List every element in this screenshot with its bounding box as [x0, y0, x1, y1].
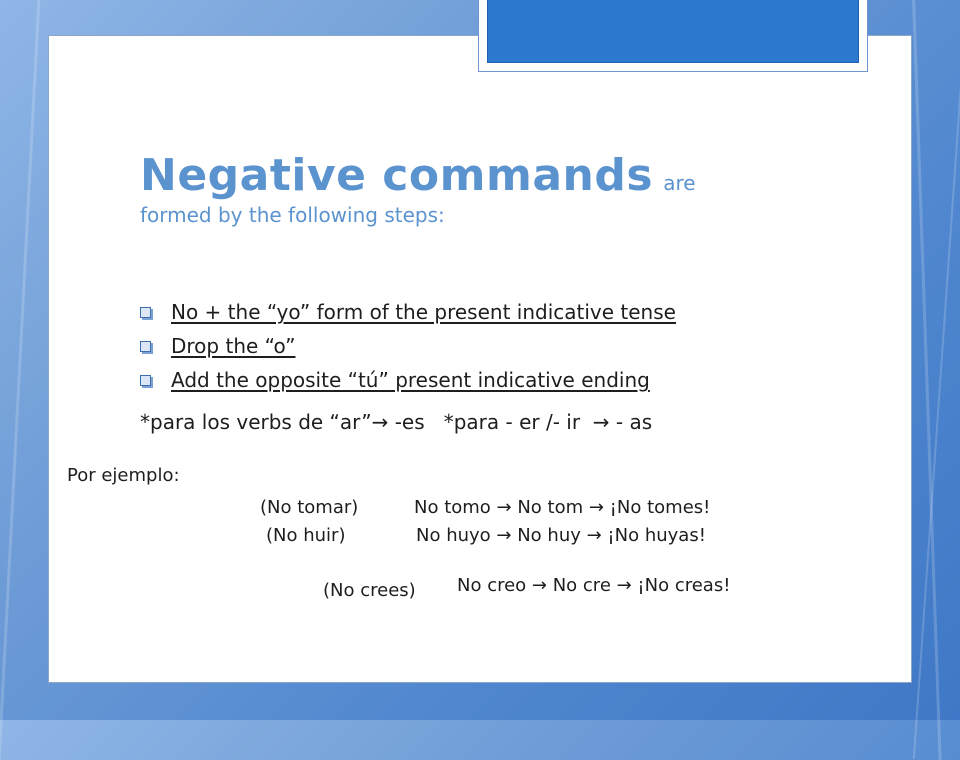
title-rest: are [663, 171, 696, 195]
title-main: Negative commands [140, 150, 654, 201]
example-infinitive: (No tomar) [260, 497, 359, 518]
step-text: No + the “yo” form of the present indicative tense [171, 300, 676, 324]
steps-list [140, 295, 676, 397]
step-text: Drop the “o” [171, 334, 296, 358]
example-steps: No tomo → No tom → ¡No tomes! [414, 497, 711, 518]
ending-note: *para los verbs de “ar”→ -es *para - er /- ir → - as [140, 410, 653, 434]
bg-streak [911, 0, 941, 760]
title-line2: formed by the following steps: [140, 203, 445, 227]
example-steps: No creo → No cre → ¡No creas! [457, 575, 731, 596]
square-bullet-icon [140, 341, 151, 352]
square-bullet-icon [140, 375, 151, 386]
bg-streak [0, 0, 41, 760]
square-bullet-icon [140, 307, 151, 318]
header-tab [487, 0, 859, 63]
example-steps: No huyo → No huy → ¡No huyas! [416, 525, 706, 546]
examples-label: Por ejemplo: [67, 465, 180, 486]
step-text: Add the opposite “tú” present indicative ending [171, 368, 650, 392]
list-item [140, 329, 676, 363]
list-item [140, 295, 676, 329]
example-infinitive: (No huir) [266, 525, 346, 546]
list-item [140, 363, 676, 397]
slide-title [140, 150, 860, 227]
example-infinitive: (No crees) [323, 580, 416, 601]
